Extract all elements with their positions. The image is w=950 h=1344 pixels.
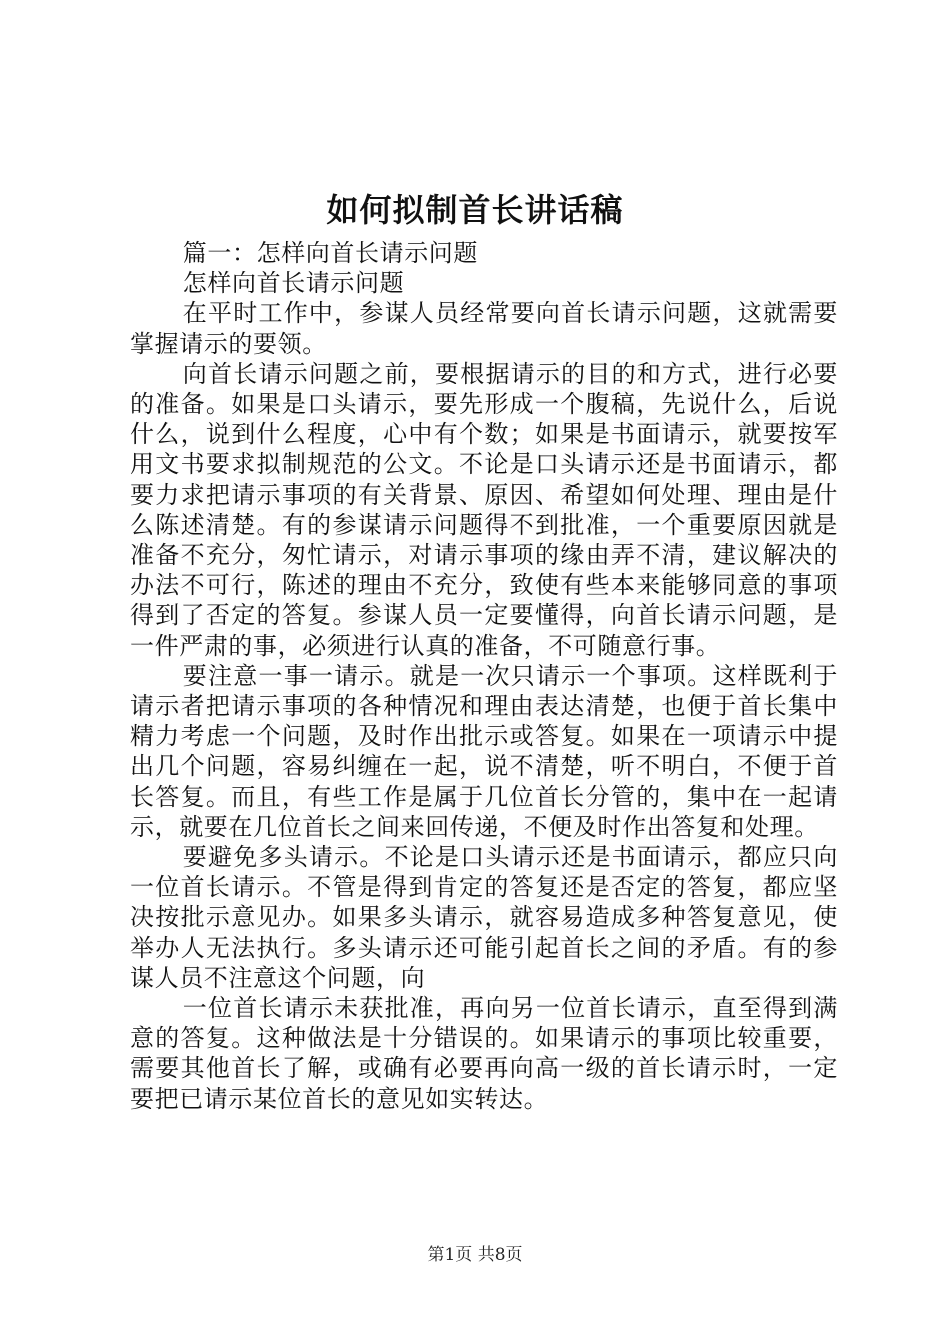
section-heading: 篇一：怎样向首长请示问题 [182,239,478,267]
document-title: 如何拟制首长讲话稿 [326,191,624,229]
document-body [130,238,838,1114]
paragraph-preparation: 向首长请示问题之前，要根据请示的目的和方式，进行必要的准备。如果是口头请示，要先形成一个腹稿，先说什么，后说什么，说到什么程度，心中有个数；如果是书面请示，就要按军用文书要求拟制规范的公文。不论是口头请示还是书面请示，都要力求把请示事项的有关背景、原因、希望如何处理、理由是什么陈述清楚。有的参谋请示问题得不到批准，一个重要原因就是准备不充分，匆忙请示，对请示事项的缘由弄不清，建议解决的办法不可行，陈述的理由不充分，致使有些本来能够同意的事项得到了否定的答复。参谋人员一定要懂得，向首长请示问题，是一件严肃的事，必须进行认真的准备，不可随意行事。 [130,359,838,660]
paragraph-continuation: 一位首长请示未获批准，再向另一位首长请示，直至得到满意的答复。这种做法是十分错误的。如果请示的事项比较重要，需要其他首长了解，或确有必要再向高一级的首长请示时，一定要把已请示某位首长的意见如实转达。 [130,994,838,1113]
paragraph-intro: 在平时工作中，参谋人员经常要向首长请示问题，这就需要掌握请示的要领。 [130,299,838,358]
paragraph-one-matter: 要注意一事一请示。就是一次只请示一个事项。这样既利于请示者把请示事项的各种情况和理由表达清楚，也便于首长集中精力考虑一个问题，及时作出批示或答复。如果在一项请示中提出几个问题，容易纠缠在一起，说不清楚，听不明白，不便于首长答复。而且，有些工作是属于几位首长分管的，集中在一起请示，就要在几位首长之间来回传递，不便及时作出答复和处理。 [130,661,838,841]
page-number: 第1页 共8页 [427,1245,523,1265]
paragraph-avoid-multiple: 要避免多头请示。不论是口头请示还是书面请示，都应只向一位首长请示。不管是得到肯定的答复还是否定的答复，都应坚决按批示意见办。如果多头请示，就容易造成多种答复意见，使举办人无法执行。多头请示还可能引起首长之间的矛盾。有的参谋人员不注意这个问题，向 [130,843,838,992]
article-heading: 怎样向首长请示问题 [182,269,405,298]
